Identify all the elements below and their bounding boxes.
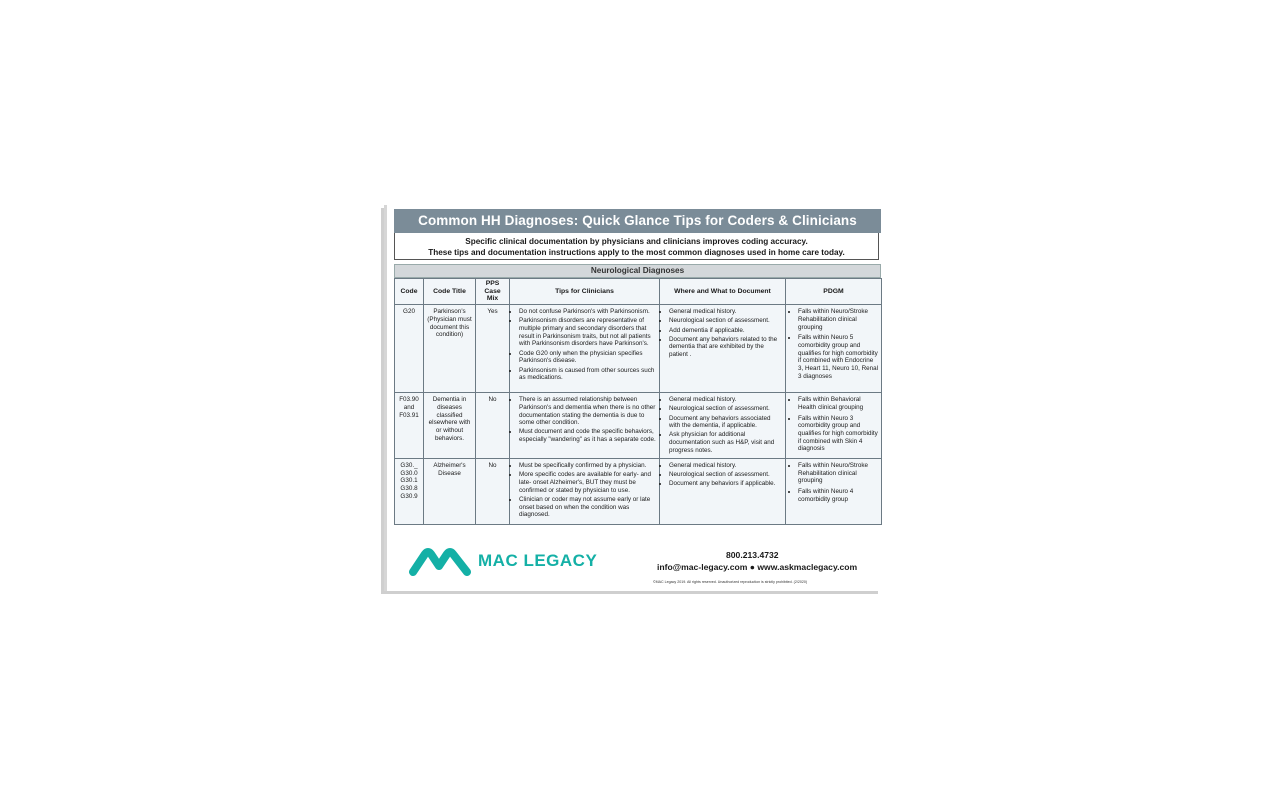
cell-pdgm	[786, 393, 882, 459]
brand-name: MAC LEGACY	[478, 551, 598, 570]
pdgm-item: • Falls within Behavioral Health clinical grouping	[798, 396, 879, 411]
cell-where	[660, 305, 786, 393]
where-item: • Ask physician for additional documentation such as H&P, visit and progress notes.	[669, 431, 783, 454]
cell-code: F03.90 and F03.91	[395, 393, 424, 459]
header-pdgm: PDGM	[786, 279, 882, 305]
copyright-notice: ©MAC Legacy 2019. All rights reserved. Unauthorized reproduction is strictly prohibited. (2/2020)	[653, 580, 808, 584]
where-item: • Document any behaviors related to the dementia that are exhibited by the patient .	[669, 336, 783, 359]
cell-pdgm	[786, 305, 882, 393]
pdgm-item: • Falls within Neuro 4 comorbidity group	[798, 488, 879, 503]
where-item: • Neurological section of assessment.	[669, 405, 783, 413]
header-tips: Tips for Clinicians	[510, 279, 660, 305]
header-code: Code	[395, 279, 424, 305]
tip-item: • Parkinsonism disorders are representative of multiple primary and secondary disorders that result in Parkinsonism traits, but not all patients with Parkinsonism disorders have Parkinson's.	[519, 317, 657, 348]
cell-where	[660, 459, 786, 525]
cell-pdgm	[786, 459, 882, 525]
document-title: Common HH Diagnoses: Quick Glance Tips for Coders & Clinicians	[394, 209, 881, 233]
tip-item: • Clinician or coder may not assume early or late onset based on when the condition was diagnosed.	[519, 496, 657, 519]
intro-line-1: Specific clinical documentation by physicians and clinicians improves coding accuracy.	[465, 237, 808, 246]
cell-tips	[510, 305, 660, 393]
where-item: • Add dementia if applicable.	[669, 327, 783, 335]
header-pps-case-mix: PPS Case Mix	[476, 279, 510, 305]
where-item: • Document any behaviors associated with the dementia, if applicable.	[669, 415, 783, 430]
table-row	[395, 305, 882, 393]
header-code-title: Code Title	[424, 279, 476, 305]
tip-item: • There is an assumed relationship between Parkinson's and dementia when there is no other documentation stating the dementia is due to some other condition.	[519, 396, 657, 427]
section-heading: Neurological Diagnoses	[394, 264, 881, 278]
cell-where	[660, 393, 786, 459]
pdgm-item: • Falls within Neuro/Stroke Rehabilitation clinical grouping	[798, 462, 879, 485]
cell-code-title: Alzheimer's Disease	[424, 459, 476, 525]
tip-item: • Must document and code the specific behaviors, especially "wandering" as it has a separate code.	[519, 428, 657, 443]
where-item: • General medical history.	[669, 396, 783, 404]
tip-item: • Must be specifically confirmed by a physician.	[519, 462, 657, 470]
where-item: • Neurological section of assessment.	[669, 471, 783, 479]
where-item: • Neurological section of assessment.	[669, 317, 783, 325]
cell-pps: Yes	[476, 305, 510, 393]
cell-code-title: Dementia in diseases classified elsewhere with or without behaviors.	[424, 393, 476, 459]
tip-item: • Parkinsonism is caused from other sources such as medications.	[519, 367, 657, 382]
pdgm-item: • Falls within Neuro/Stroke Rehabilitation clinical grouping	[798, 308, 879, 331]
cell-tips	[510, 393, 660, 459]
intro-line-2: These tips and documentation instructions apply to the most common diagnoses used in home care today.	[428, 248, 845, 257]
pdgm-item: • Falls within Neuro 5 comorbidity group and qualifies for high comorbidity if combined with Endocrine 3, Heart 11, Neuro 10, Renal 3 diagnoses	[798, 334, 879, 380]
diagnoses-table	[394, 278, 882, 525]
contact-info: info@mac-legacy.com ● www.askmaclegacy.com	[657, 562, 858, 572]
where-item: • General medical history.	[669, 462, 783, 470]
intro-box	[394, 233, 879, 260]
cell-code-title: Parkinson's (Physician must document this condition)	[424, 305, 476, 393]
cell-code: G30._ G30.0 G30.1 G30.8 G30.9	[395, 459, 424, 525]
pdgm-item: • Falls within Neuro 3 comorbidity group and qualifies for high comorbidity if combined with Skin 4 diagnosis	[798, 415, 879, 454]
mac-legacy-logo-icon	[409, 548, 471, 576]
tip-item: • Code G20 only when the physician specifies Parkinson's disease.	[519, 350, 657, 365]
where-item: • Document any behaviors if applicable.	[669, 480, 783, 488]
cell-code: G20	[395, 305, 424, 393]
table-header-row	[395, 279, 882, 305]
quick-glance-sheet	[384, 205, 881, 591]
table-row	[395, 393, 882, 459]
cell-tips	[510, 459, 660, 525]
tip-item: • Do not confuse Parkinson's with Parkinsonism.	[519, 308, 657, 316]
cell-pps: No	[476, 459, 510, 525]
header-where-what: Where and What to Document	[660, 279, 786, 305]
phone-number: 800.213.4732	[726, 550, 779, 560]
cell-pps: No	[476, 393, 510, 459]
where-item: • General medical history.	[669, 308, 783, 316]
tip-item: • More specific codes are available for early- and late- onset Alzheimer's, BUT they must be confirmed or stated by physician to use.	[519, 471, 657, 494]
table-row	[395, 459, 882, 525]
